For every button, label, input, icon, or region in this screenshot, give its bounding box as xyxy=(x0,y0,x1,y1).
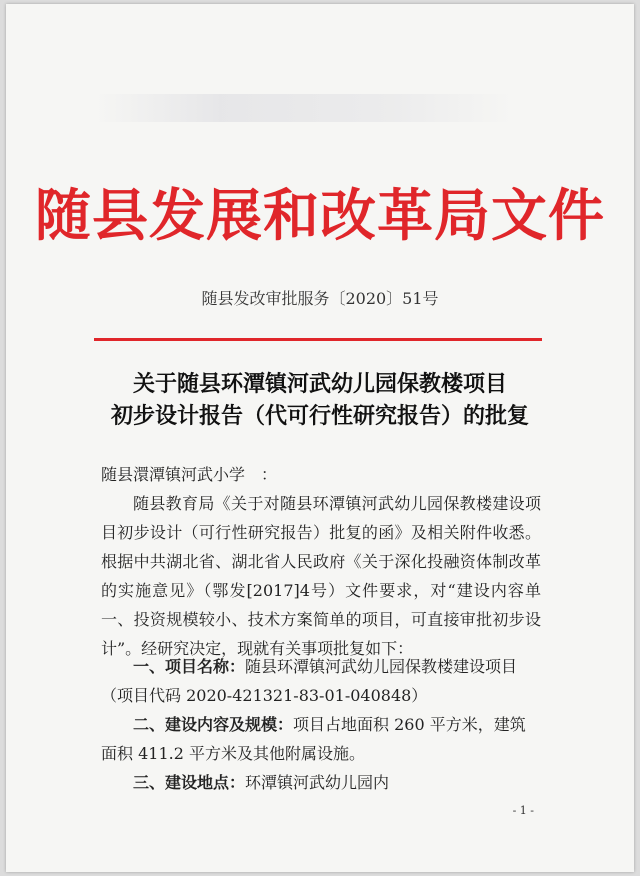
list-item xyxy=(101,652,541,710)
header-red-rule xyxy=(94,338,542,341)
item-text: 随县环潭镇河武幼儿园保教楼建设项目（项目代码 2020-421321-83-01-040848） xyxy=(101,657,518,705)
subject-line-2: 初步设计报告（代可行性研究报告）的批复 xyxy=(110,403,529,429)
list-item xyxy=(101,768,541,797)
item-text: 项目占地面积 260 平方米，建筑面积 411.2 平方米及其他附属设施。 xyxy=(101,715,526,763)
item-label: 一、项目名称： xyxy=(133,657,246,676)
subject-line-1: 关于随县环潭镇河武幼儿园保教楼项目 xyxy=(132,371,507,397)
item-label: 三、建设地点： xyxy=(133,773,246,792)
document-header-title: 随县发展和改革局文件 xyxy=(35,183,605,249)
page-number: - 1 - xyxy=(512,804,534,817)
addressee: 随县澴潭镇河武小学 ： xyxy=(101,465,278,484)
document-subject xyxy=(6,368,634,432)
item-label: 二、建设内容及规模： xyxy=(133,715,294,734)
item-text: 环潭镇河武幼儿园内 xyxy=(245,773,390,792)
document-number: 随县发改审批服务〔2020〕51号 xyxy=(201,289,439,308)
bleed-through-artifact xyxy=(94,94,514,122)
body-paragraph: 随县教育局《关于对随县环潭镇河武幼儿园保教楼建设项目初步设计（可行性研究报告）批复的函》及相关附件收悉。根据中共湖北省、湖北省人民政府《关于深化投融资体制改革的实施意见》（鄂发[2017]4号）文件要求，对“建设内容单一、投资规模较小、技术方案简单的项目，可直接审批初步设计”。经研究决定，现就有关事项批复如下： xyxy=(101,494,541,658)
document-page xyxy=(6,4,634,872)
list-item xyxy=(101,710,541,768)
